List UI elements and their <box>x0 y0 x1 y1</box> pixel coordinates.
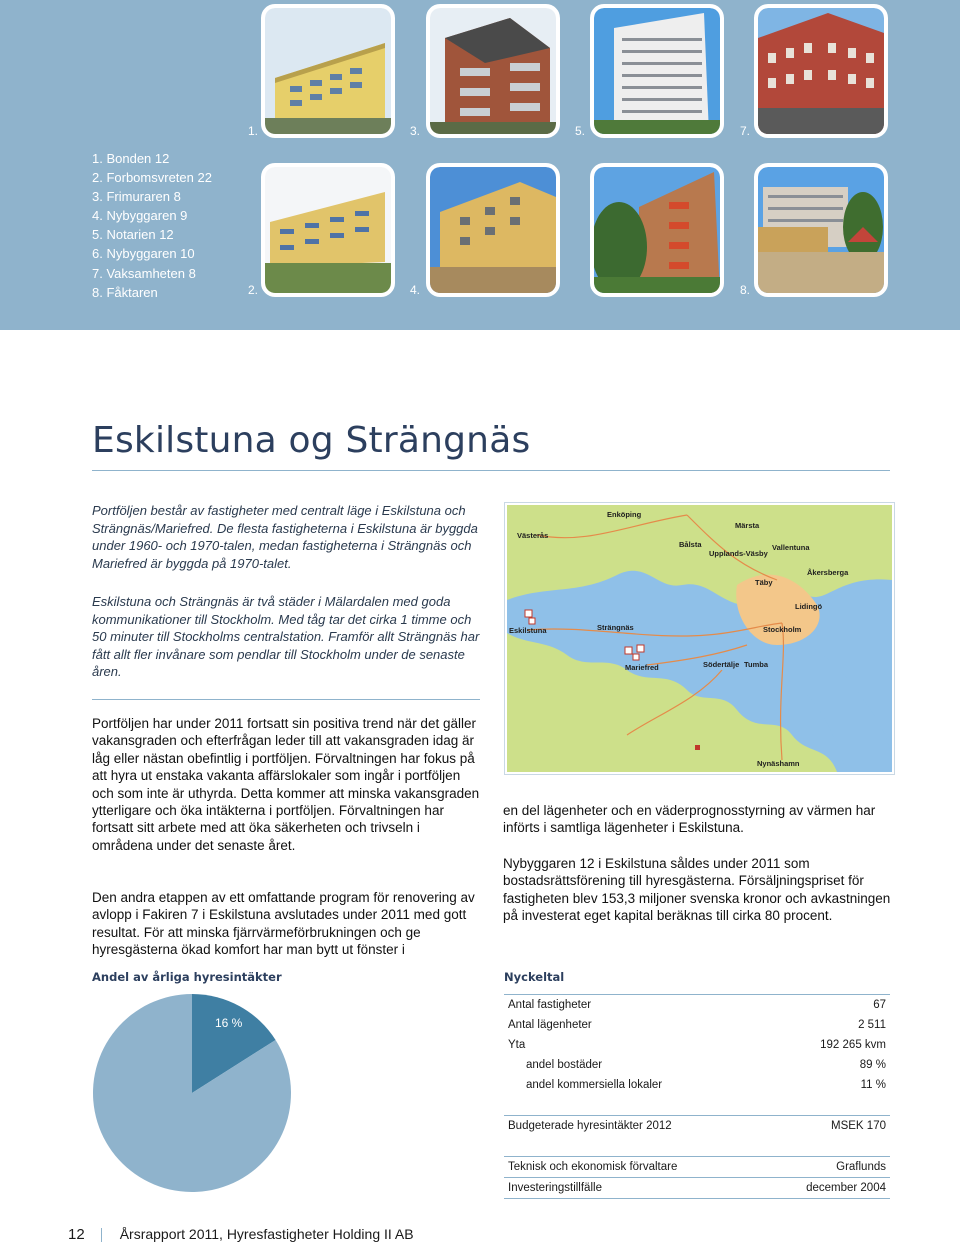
map-label: Märsta <box>735 521 760 530</box>
photo-label: 5. <box>575 124 586 138</box>
map-label: Tumba <box>744 660 769 669</box>
footer-divider <box>101 1228 102 1242</box>
table-row <box>504 995 890 1016</box>
table-row <box>504 1157 890 1178</box>
row-label: Investeringstillfälle <box>504 1178 764 1199</box>
property-photo-2 <box>261 163 395 297</box>
property-item: 8. Fåktaren <box>92 284 158 300</box>
property-item: 4. Nybyggaren 9 <box>92 208 188 224</box>
photo-label: 2. <box>248 283 259 297</box>
region-map <box>505 503 894 774</box>
map-label: Täby <box>755 578 773 587</box>
intro-paragraph: Eskilstuna och Strängnäs är två städer i Mälardalen med goda kommunikationer till Stockholm. Med tåg tar det cirka 1 timme och 50 minuter till Stockholms centralstation. Framför allt Strängnäs har fått allt fler invånare som pendlar till Stockholm under de senaste åren. <box>92 594 480 680</box>
photo-label: 3. <box>410 124 421 138</box>
map-label: Lidingö <box>795 602 823 611</box>
row-value: december 2004 <box>764 1178 890 1199</box>
section-divider <box>92 699 480 700</box>
table-row <box>504 1035 890 1055</box>
row-label: andel kommersiella lokaler <box>526 1079 663 1091</box>
property-photo-5 <box>590 4 724 138</box>
row-label: Teknisk och ekonomisk förvaltare <box>504 1157 764 1178</box>
map-label: Strängnäs <box>597 623 634 632</box>
row-label: Antal lägenheter <box>508 1019 592 1031</box>
row-value: 192 265 kvm <box>820 1039 886 1051</box>
property-item: 1. Bonden 12 <box>92 151 170 166</box>
map-label: Mariefred <box>625 663 659 672</box>
table-row <box>504 1075 890 1095</box>
intro-paragraph: Portföljen består av fastigheter med centralt läge i Eskilstuna och Strängnäs/Mariefred. De flesta fastigheterna i Eskilstuna är byggda under 1960- och 1970-talen, medan fastigheterna i Strängnäs och Mariefred är byggda på 1970-talet. <box>92 503 478 571</box>
map-label: Enköping <box>607 510 642 519</box>
photo-label: 7. <box>740 124 751 138</box>
row-label: andel bostäder <box>526 1059 603 1071</box>
property-photo-1 <box>261 4 395 138</box>
property-item: 2. Forbomsvreten 22 <box>92 170 212 186</box>
table-row <box>504 1178 890 1199</box>
footer-text: Årsrapport 2011, Hyresfastigheter Holding II AB <box>119 1226 414 1242</box>
photo-label: 8. <box>740 283 751 297</box>
table-spacer <box>504 1136 890 1157</box>
table-spacer <box>504 1095 890 1116</box>
pie-slice-label: 16 % <box>215 1016 243 1030</box>
pie-chart-svg <box>92 993 292 1193</box>
property-photo-3 <box>426 4 560 138</box>
map-label: Nynäshamn <box>757 759 800 768</box>
map-label: Bålsta <box>679 540 702 549</box>
table-row <box>504 1015 890 1035</box>
table-row <box>504 1055 890 1075</box>
property-item: 6. Nybyggaren 10 <box>92 246 195 262</box>
property-item: 5. Notarien 12 <box>92 227 174 243</box>
page-title: Eskilstuna og Strängnäs <box>92 420 531 461</box>
body-paragraph: Den andra etappen av ett omfattande program för renovering av avlopp i Fakiren 7 i Eskilstuna avslutades under 2011 med gott resultat. För att minska fjärrvärmeförbrukningen och ge hyresgästerna ökad komfort har man bytt ut fönster i <box>92 890 475 958</box>
photo-label: 4. <box>410 283 421 297</box>
map-label: Vallentuna <box>772 543 810 552</box>
map-label: Eskilstuna <box>509 626 547 635</box>
map-label: Upplands-Väsby <box>709 549 768 558</box>
row-label: Budgeterade hyresintäkter 2012 <box>504 1116 764 1137</box>
chart-title: Andel av årliga hyresintäkter <box>92 970 282 984</box>
key-figures-title: Nyckeltal <box>504 970 565 984</box>
page-footer <box>68 1226 414 1243</box>
row-value: MSEK 170 <box>764 1116 890 1137</box>
body-paragraph: Nybyggaren 12 i Eskilstuna såldes under 2011 som bostadsrättsförening till hyresgästerna. Försäljningspriset för fastigheten blev 153,3 miljoner svenska kronor och avkastningen på investerat eget kapital beräknas till cirka 80 procent. <box>503 856 891 924</box>
body-paragraph: Portföljen har under 2011 fortsatt sin positiva trend när det gäller vakansgraden och efterfrågan leder till att vakansgraden idag är låg eller nästan obefintlig i portföljen. Förvaltningen har fokus på att hyra ut enstaka vakanta affärslokaler som ingår i portföljen och som inte är uthyrda. Detta kommer att minska vakansgraden ytterligare och öka intäkterna i portföljen. Förvaltningen har fortsatt sitt arbete med att öka säkerheten och trivseln i områdena under det senaste året. <box>92 716 480 853</box>
property-list <box>92 149 212 302</box>
row-label: Yta <box>508 1039 526 1051</box>
row-value: 67 <box>764 995 890 1016</box>
map-label: Åkersberga <box>807 568 849 577</box>
map-label: Västerås <box>517 531 549 540</box>
key-figures-table <box>504 994 890 1199</box>
row-value: Graflunds <box>764 1157 890 1178</box>
property-photo-6 <box>590 163 724 297</box>
property-photo-7 <box>754 4 888 138</box>
map-label: Stockholm <box>763 625 802 634</box>
property-photo-4 <box>426 163 560 297</box>
property-item: 7. Vaksamheten 8 <box>92 265 196 281</box>
page-number: 12 <box>68 1226 85 1243</box>
property-photo-8 <box>754 163 888 297</box>
row-label: Antal fastigheter <box>504 995 764 1016</box>
row-value: 2 511 <box>858 1019 886 1031</box>
property-item: 3. Frimuraren 8 <box>92 189 181 205</box>
table-row <box>504 1116 890 1137</box>
map-label: Södertälje <box>703 660 740 669</box>
photo-label: 1. <box>248 124 259 138</box>
rent-share-chart <box>92 993 292 1198</box>
body-paragraph: en del lägenheter och en väderprognosstyrning av värmen har införts i samtliga lägenheter i Eskilstuna. <box>503 803 876 836</box>
row-value: 11 % <box>860 1079 886 1091</box>
photo-banner <box>0 0 960 330</box>
row-value: 89 % <box>859 1059 886 1071</box>
title-divider <box>92 470 890 471</box>
